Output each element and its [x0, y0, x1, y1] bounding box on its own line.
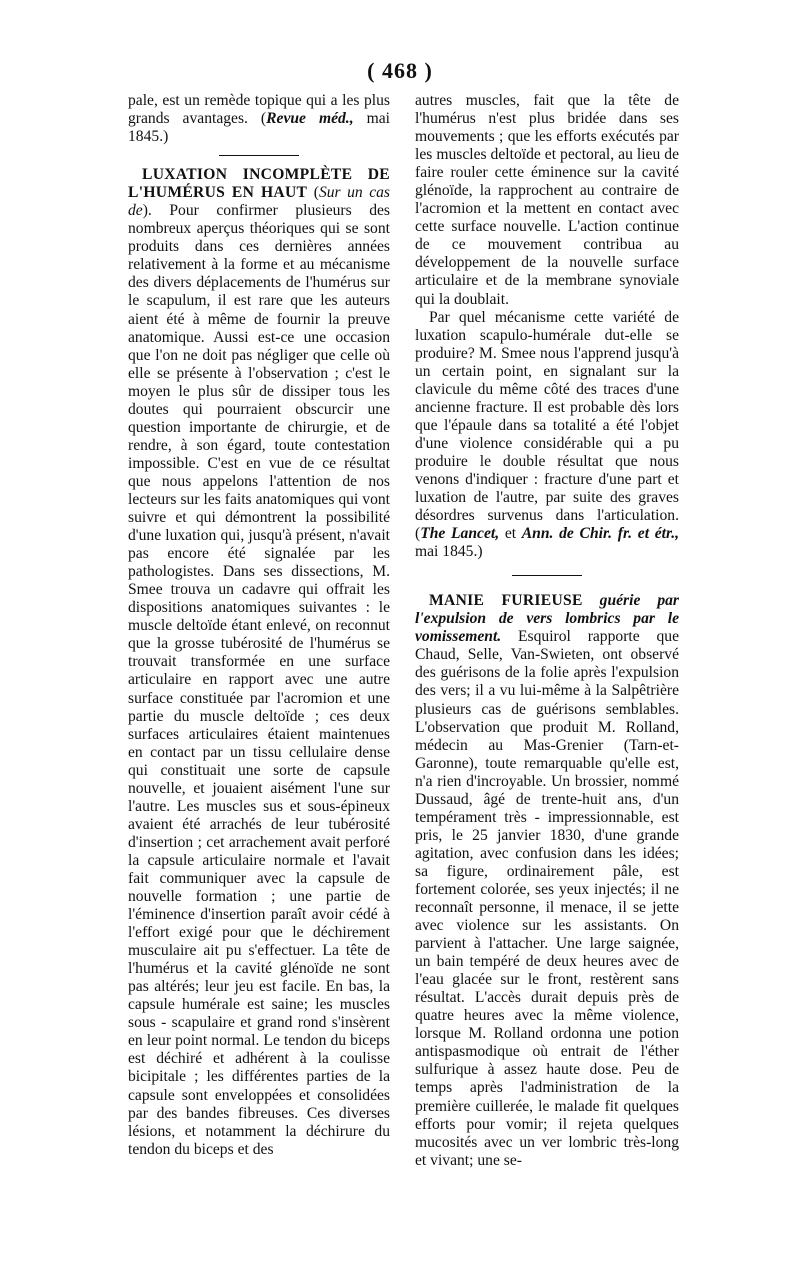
section-divider: [219, 155, 299, 156]
article-subtitle-manie: guérie par l'expulsion de vers lombrics par le vomissement.: [415, 592, 679, 646]
article-subtitle-luxation: Sur un cas de: [128, 184, 390, 220]
opening-source: Revue méd.,: [266, 110, 354, 128]
left-column: [128, 92, 390, 1159]
article-body-luxation: Pour confirmer plusieurs des nombreux aperçus théoriques qui se sont produits dans ces dernières années relativement à la forme et au mécanisme des divers déplacements de l'humérus sur le scapulum, il est rare que les auteurs aient été à même de fournir la preuve anatomique. Aussi est-ce une occasion que l'on ne doit pas négliger que celle où elle se présente à l'observation ; c'est le moyen le plus sûr de dissiper tous les doutes qui pourraient obscurcir une question importante de chirurgie, et de rendre, à son égard, toute contestation impossible. C'est en vue de ce résultat que nous appelons l'attention de nos lecteurs sur les faits anatomiques qui vont suivre et qui démontrent la possibilité d'une luxation qui, jusqu'à présent, n'avait pas encore été signalée par les pathologistes. Dans ses dissections, M. Smee trouva un cadavre qui offrait les dispositions anatomiques suivantes : le muscle deltoïde étant enlevé, on reconnut que la grosse tubérosité de l'humérus se trouvait transformée en une surface articulaire en rapport avec une autre surface constituée par l'acromion et une partie du muscle deltoïde ; ces deux surfaces articulaires étaient maintenues en contact par un tissu cellulaire dense qui constituait une sorte de capsule nouvelle, et jouaient aisément l'une sur l'autre. Les muscles sus et sous-épineux avaient été arrachés de leur tubérosité d'insertion ; cet arrachement avait perforé la capsule articulaire normale et l'avait fait communiquer avec la capsule de nouvelle formation ; une partie de l'éminence d'insertion paraît avoir cédé à l'effort exigé pour que le déchirement musculaire ait pu s'effectuer. La tête de l'humérus et la cavité glénoïde ne sont pas altérés; leur jeu est facile. En bas, la capsule humérale est saine; les muscles sous - scapulaire et grand rond s'insèrent en leur point normal. Le tendon du biceps est déchiré et adhérent à la coulisse bicipitale ; les différentes parties de la capsule sont enveloppées et consolidées par des bandes fibreuses. Ces diverses lésions, et notamment la déchirure du tendon du biceps et des: [128, 202, 390, 1158]
mechanism-paragraph: [415, 309, 679, 562]
right-column: [415, 92, 679, 1170]
mechanism-after: mai 1845.): [415, 543, 483, 561]
article-luxation: [128, 166, 390, 1159]
opening-after: mai 1845.): [128, 110, 390, 146]
mechanism-text: Par quel mécanisme cette variété de luxation scapulo-humérale dut-elle se produire? M. Smee nous l'apprend jusqu'à un certain point, en signalant sur la clavicule du même côté des traces d'une ancienne fracture. Il est probable dès lors que l'épaule dans sa totalité a été l'objet d'une violence considérable qui a pu produire le double résultat que nous venons d'indiquer : fracture d'une part et luxation de l'autre, par suite des graves désordres survenus dans l'articulation. (: [415, 308, 679, 543]
article-heading-luxation: LUXATION INCOMPLÈTE DE L'HUMÉRUS EN HAUT: [128, 166, 390, 202]
opening-paragraph: [128, 92, 390, 146]
article-manie: [415, 592, 679, 1170]
source-lancet: The Lancet,: [420, 525, 500, 543]
page-number: ( 468 ): [367, 58, 433, 83]
continuation-paragraph: autres muscles, fait que la tête de l'humérus n'est plus bridée dans ses mouvements ; que les efforts exécutés par les muscles deltoïde et pectoral, au lieu de faire rouler cette éminence sur la cavité glénoïde, la rapprochent au contraire de l'acromion et la mettent en contact avec cette surface nouvelle. L'action continue de ce mouvement contribua au développement de la nouvelle surface articulaire et de la membrane synoviale qui la doublait.: [415, 92, 679, 308]
source-annales: Ann. de Chir. fr. et étr.,: [521, 525, 679, 543]
subtitle-open: (: [307, 184, 319, 202]
section-divider: [512, 575, 582, 576]
article-body-manie: Esquirol rapporte que Chaud, Selle, Van-Swieten, ont observé des guérisons de la folie après l'expulsion des vers; il a vu lui-même à la Salpêtrière plusieurs cas de guérisons semblables. L'observation que produit M. Rolland, médecin au Mas-Grenier (Tarn-et-Garonne), toute remarquable qu'elle est, n'a rien d'incroyable. Un brossier, nommé Dussaud, âgé de trente-huit ans, d'un tempérament très - impressionnable, est pris, le 25 janvier 1830, d'une grande agitation, avec confusion dans les idées; sa figure, ordinairement pâle, est fortement colorée, ses yeux injectés; il ne reconnaît personne, il menace, il se jette avec violence sur les assistants. On parvient à l'attacher. Une large saignée, un bain tempéré de deux heures avec de l'eau glacée sur le front, restèrent sans résultat. L'accès durait depuis près de quatre heures avec la même violence, lorsque M. Rolland ordonna une potion antispasmodique où entrait de l'éther sulfurique à assez haute dose. Peu de temps après l'administration de la première cuillerée, le malade fit quelques efforts pour vomir; il rejeta quelques mucosités avec un ver lombric très-long et vivant; une se-: [415, 628, 679, 1169]
article-heading-manie: MANIE FURIEUSE: [429, 592, 583, 610]
opening-text: pale, est un remède topique qui a les plus grands avantages. (: [128, 92, 390, 128]
subtitle-close: ).: [142, 202, 152, 220]
source-and: et: [499, 525, 522, 543]
